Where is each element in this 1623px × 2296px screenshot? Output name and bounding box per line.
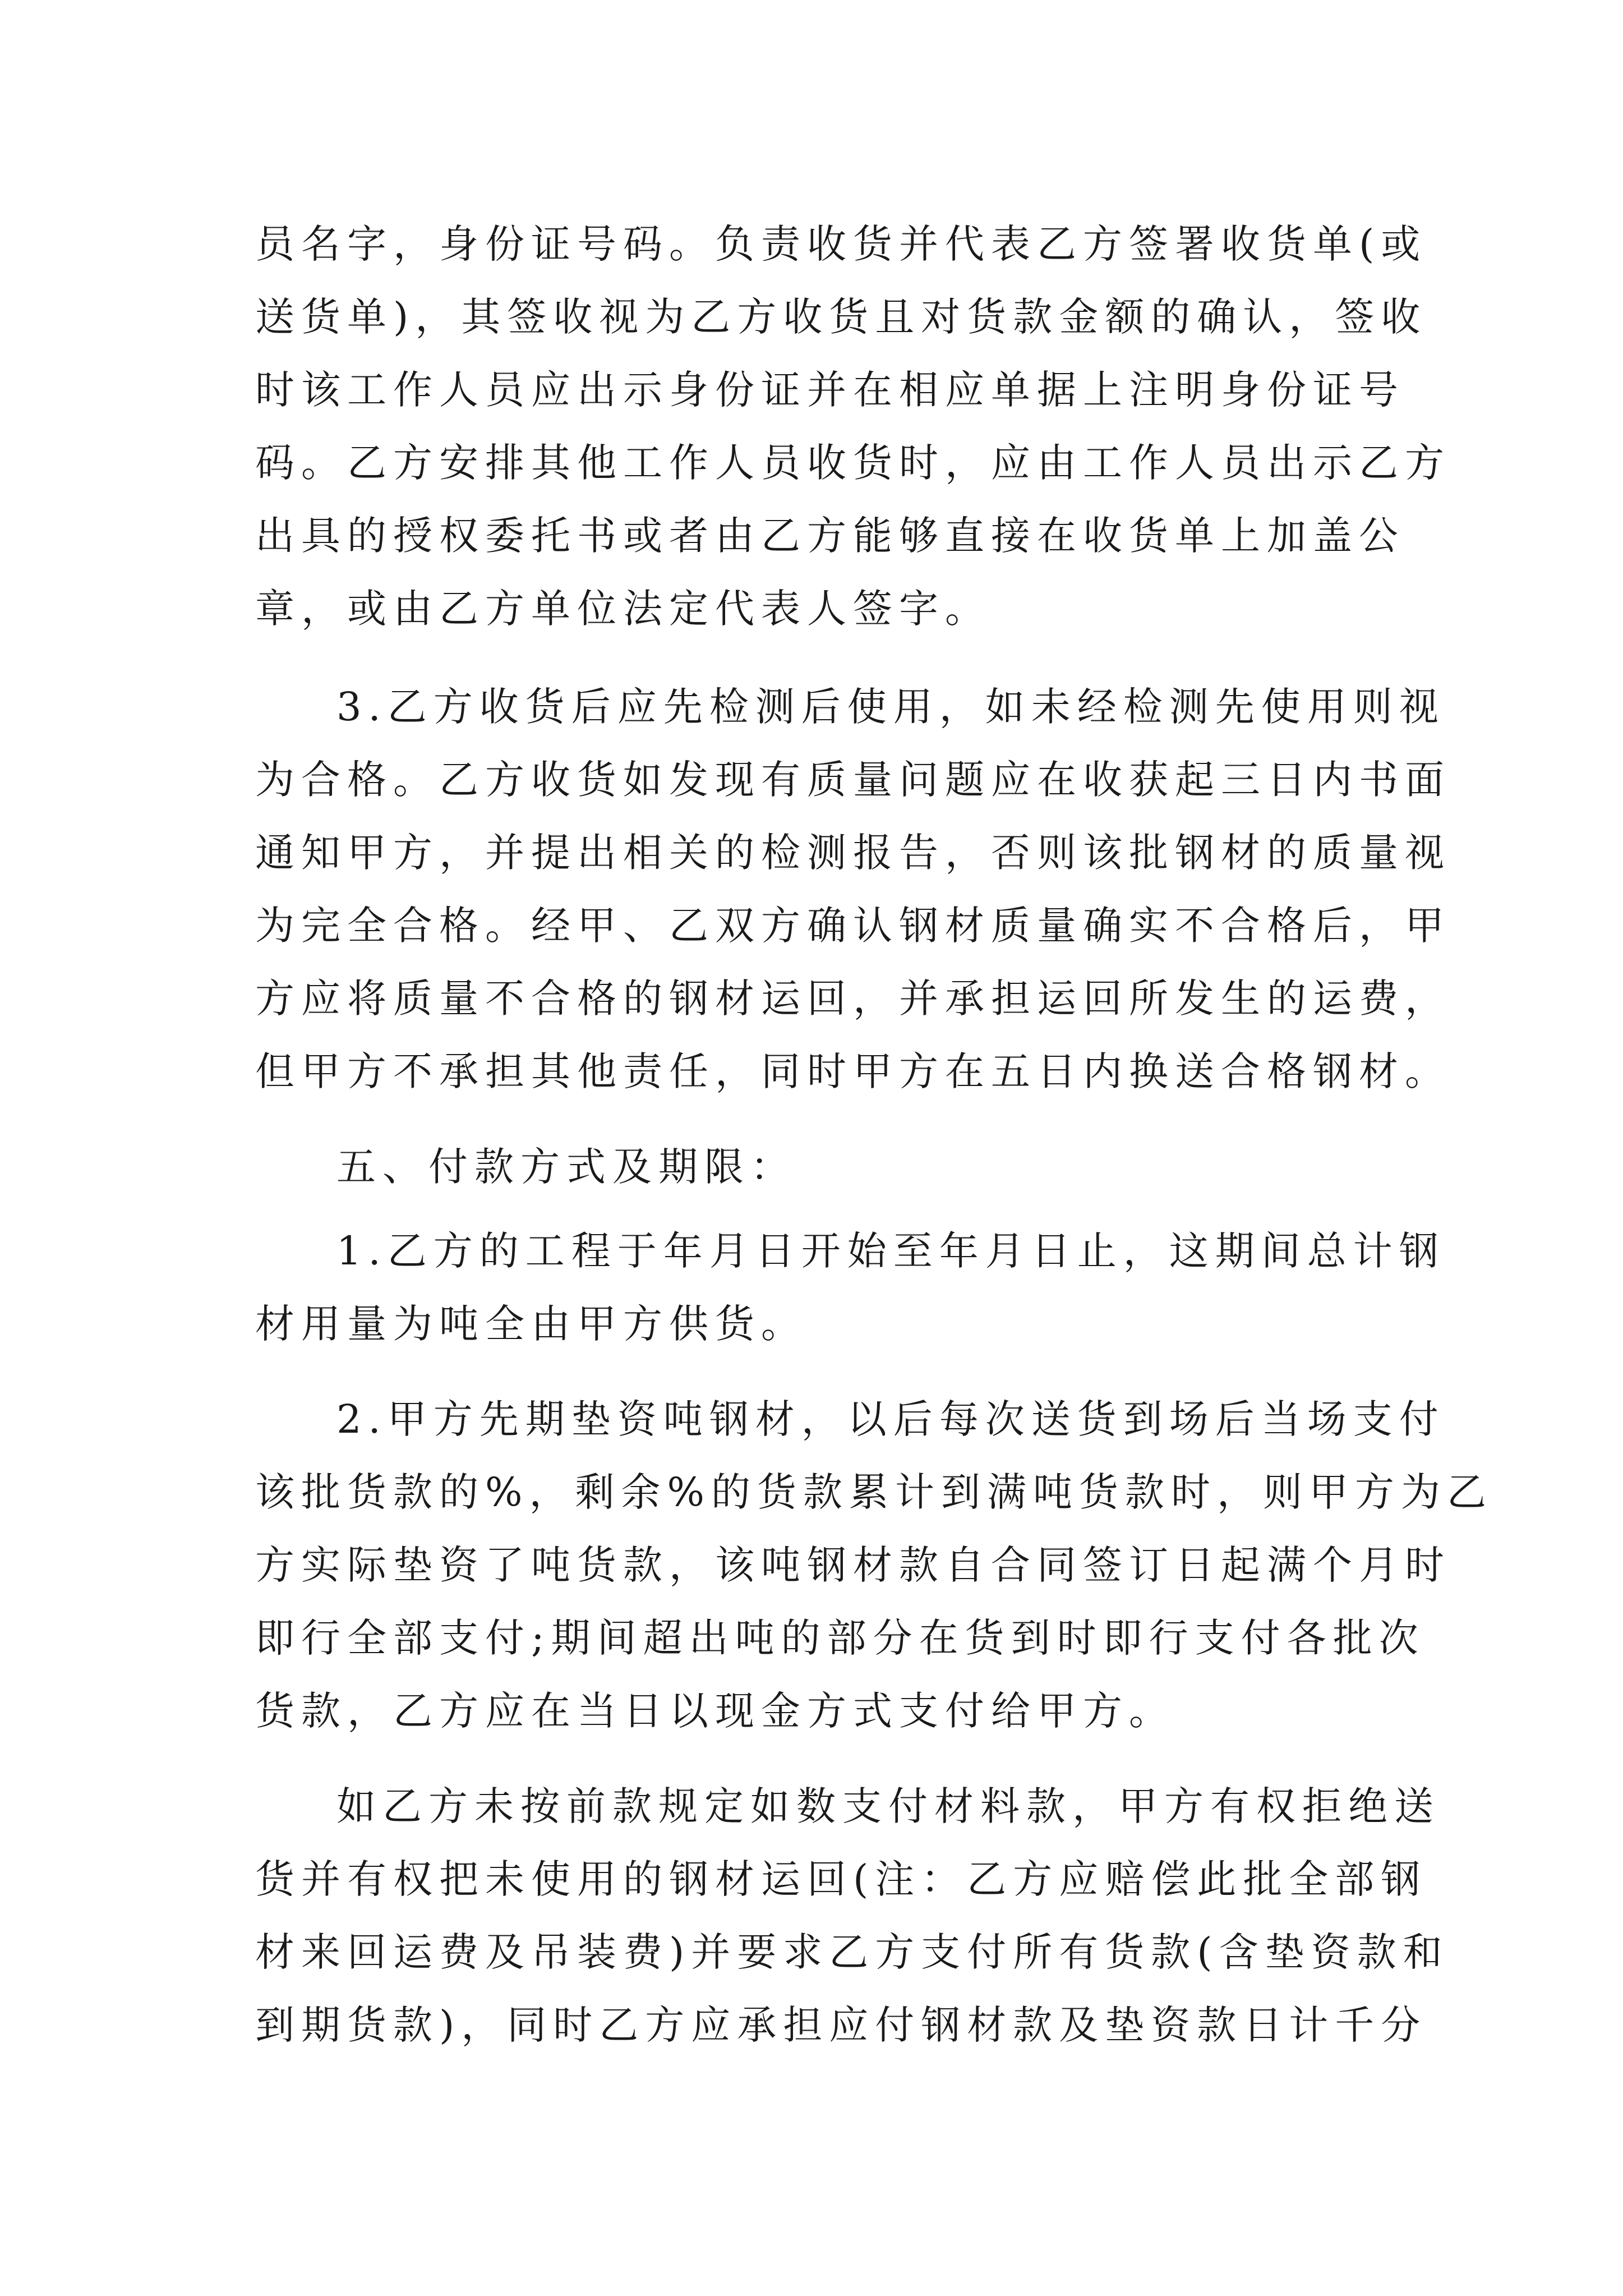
text-line: 时该工作人员应出示身份证并在相应单据上注明身份证号 [255,367,1405,413]
text-line: 2.甲方先期垫资吨钢材，以后每次送货到场后当场支付 [336,1396,1445,1442]
text-line: 出具的授权委托书或者由乙方能够直接在收货单上加盖公 [255,513,1405,559]
text-line: 章，或由乙方单位法定代表人签字。 [255,586,991,632]
text-line: 方应将质量不合格的钢材运回，并承担运回所发生的运费， [255,976,1451,1022]
text-line: 材来回运费及吊装费)并要求乙方支付所有货款(含垫资款和 [255,1929,1449,1975]
section-heading: 五、付款方式及期限： [336,1144,796,1190]
text-line: 即行全部支付;期间超出吨的部分在货到时即行支付各批次 [255,1615,1425,1661]
text-line: 但甲方不承担其他责任，同时甲方在五日内换送合格钢材。 [255,1048,1451,1094]
text-line: 送货单)，其签收视为乙方收货且对货款金额的确认，签收 [255,294,1427,340]
text-line: 货款，乙方应在当日以现金方式支付给甲方。 [255,1688,1175,1734]
text-line: 1.乙方的工程于年月日开始至年月日止，这期间总计钢 [336,1228,1445,1274]
text-line: 为合格。乙方收货如发现有质量问题应在收获起三日内书面 [255,757,1451,803]
text-line: 通知甲方，并提出相关的检测报告，否则该批钢材的质量视 [255,830,1451,876]
text-line: 如乙方未按前款规定如数支付材料款，甲方有权拒绝送 [336,1783,1440,1829]
text-line: 员名字，身份证号码。负责收货并代表乙方签署收货单(或 [255,221,1427,267]
text-line: 货并有权把未使用的钢材运回(注：乙方应赔偿此批全部钢 [255,1856,1427,1902]
text-line: 3.乙方收货后应先检测后使用，如未经检测先使用则视 [336,684,1445,730]
text-line: 方实际垫资了吨货款，该吨钢材款自合同签订日起满个月时 [255,1542,1451,1588]
text-line: 该批货款的%，剩余%的货款累计到满吨货款时，则甲方为乙 [255,1469,1493,1515]
text-line: 到期货款)，同时乙方应承担应付钢材款及垫资款日计千分 [255,2002,1427,2048]
text-line: 码。乙方安排其他工作人员收货时，应由工作人员出示乙方 [255,440,1451,486]
text-line: 为完全合格。经甲、乙双方确认钢材质量确实不合格后，甲 [255,903,1451,949]
text-line: 材用量为吨全由甲方供货。 [255,1301,807,1347]
